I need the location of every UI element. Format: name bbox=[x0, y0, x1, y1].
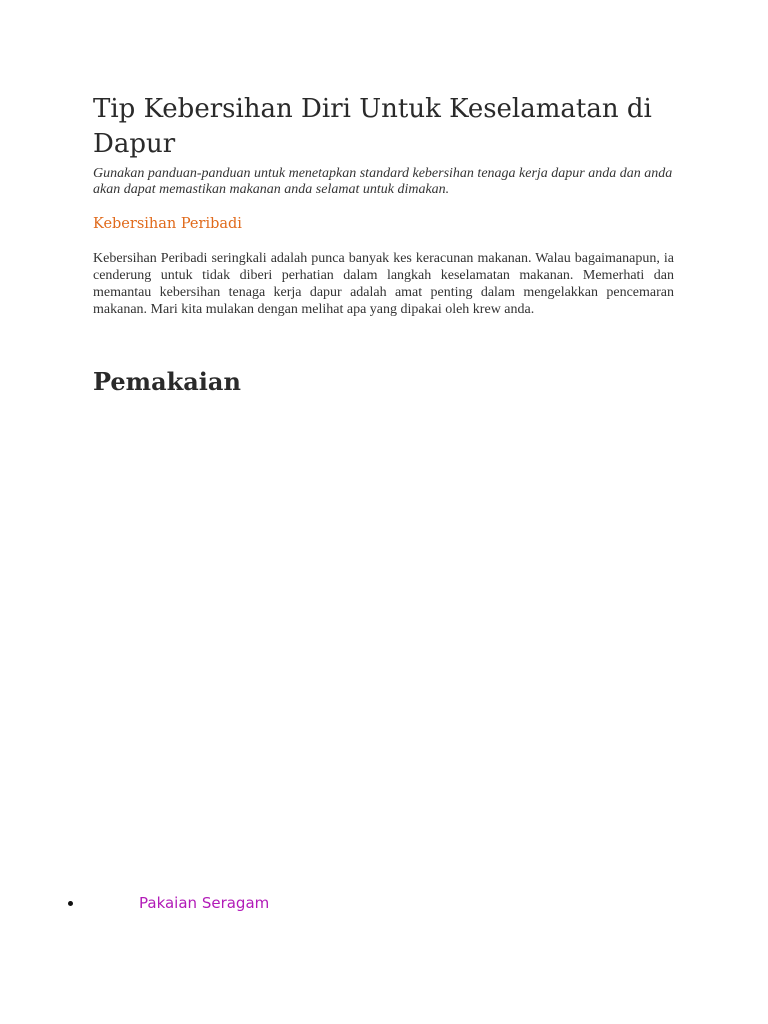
bullet-list bbox=[0, 892, 768, 916]
document-title: Tip Kebersihan Diri Untuk Keselamatan di Dapur bbox=[93, 94, 652, 159]
document-subtitle: Gunakan panduan-panduan untuk menetapkan standard kebersihan tenaga kerja dapur anda dan anda akan dapat memastikan makanan anda selamat untuk dimakan. bbox=[93, 166, 673, 197]
body-paragraph: Kebersihan Peribadi seringkali adalah punca banyak kes keracunan makanan. Walau bagaimanapun, ia cenderung untuk tidak diberi perhatian dalam langkah keselamatan makanan. Memerhati dan memantau kebersihan tenaga kerja dapur adalah amat penting dalam mengelakkan pencemaran makanan. Mari kita mulakan dengan melihat apa yang dipakai oleh krew anda. bbox=[93, 251, 674, 317]
heading-pemakaian: Pemakaian bbox=[93, 367, 241, 396]
list-item bbox=[0, 892, 768, 916]
pakaian-seragam-link[interactable]: Pakaian Seragam bbox=[139, 894, 270, 912]
section-heading-kebersihan-peribadi: Kebersihan Peribadi bbox=[93, 216, 242, 232]
bullet-dot-icon bbox=[68, 901, 73, 906]
